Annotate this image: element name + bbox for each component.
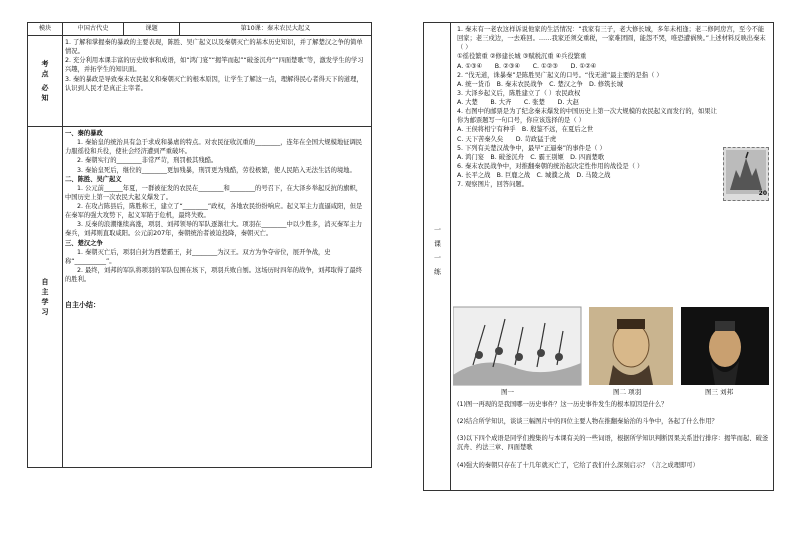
sub-question: (3)以下四个成语是同学们搜集的与本课有关的一些词语，根据所学知识判断因果关系进行排序：揭竿而起、破釜沉舟、约法三章、四面楚歌	[457, 435, 769, 452]
fill-blank-item: 1. 秦朝灭亡后，项羽自封为西楚霸王，封________为汉王。双方为争夺帝位，展开争战，史称“__________”。	[65, 248, 331, 265]
section-heading: 二、陈胜、吴广起义	[65, 175, 122, 183]
fill-blank-item: 2. 最终，刘邦的军队将项羽的军队包围在垓下，项羽兵败自刎。这场历时四年的战争，刘邦取得了最终的胜利。	[65, 266, 363, 283]
question-options: A. 大楚 B. 大齐 C. 张楚 D. 大赵	[457, 99, 579, 106]
objectives-list	[65, 38, 367, 93]
practice-sidebar: 一 课 一 练	[423, 22, 451, 491]
self-study-section	[28, 127, 371, 467]
topic-label: 课题	[124, 23, 180, 35]
commemorative-stamp	[723, 147, 769, 201]
page-header	[28, 23, 371, 36]
question: 4. 右图中的邮票是为了纪念秦末爆发的中国历史上第一次大规模的农民起义而发行的，如果让你为邮票题写一句口号，你应该选择的是（ ）	[457, 108, 717, 125]
section-heading: 一、秦的暴政	[65, 130, 103, 137]
subject-label: 模块	[28, 23, 63, 35]
figure-caption: 图二 项羽	[613, 388, 642, 396]
objective-item: 1. 了解和掌握秦的暴政的主要表现，陈胜、吴广起义以及秦朝灭亡的基本历史知识，并了解楚汉之争的简单情况。	[65, 39, 363, 56]
uprising-scene-figure	[453, 307, 581, 385]
fill-blank-item: 3. 反秦的浪潮继续高涨，项羽、刘邦领导的军队逐渐壮大。项羽在________中以少胜多，消灭秦军主力秦兵，刘邦则直取咸阳。公元前207年，秦朝统治者被迫投降，秦朝灭亡。	[65, 221, 363, 238]
question: 5. 下列有关楚汉战争中，最早“正逼秦”的事件是（ ）	[457, 144, 606, 152]
figures-illustration	[453, 305, 771, 387]
liu-bang-figure	[681, 307, 769, 385]
question-options: A. 统一货币 B. 秦末农民战争 C. 楚汉之争 D. 修筑长城	[457, 80, 624, 88]
question: 6. 秦末农民战争中，对推翻秦朝的统治起决定性作用的战役是（ ）	[457, 162, 644, 170]
question: 2. “伐无道，诛暴秦”是陈胜吴广起义的口号。“伐无道”最主要的是指（ ）	[457, 71, 663, 79]
self-study-label: 自 主 学 习	[28, 127, 63, 467]
subject-value: 中国古代史	[63, 23, 124, 35]
question-options: A. 长平之战 B. 巨鹿之战 C. 城濮之战 D. 马陵之战	[457, 172, 611, 179]
objective-item: 2. 充分利用本课丰富的历史故事和成语，如“鸿门宴”“揭竿而起”“破釜沉舟”“四面楚歌”等，激发学生的学习兴趣，并拓学生的知识面。	[65, 57, 364, 74]
sub-question: (4)强大的秦朝只存在了十几年就灭亡了，它给了我们什么深刻启示？（言之成理即可）	[457, 461, 699, 469]
sub-question: (1)图一再现的是我国哪一历史事件？这一历史事件发生的根本原因是什么？	[457, 401, 668, 408]
study-guide-page	[27, 22, 372, 468]
figure-caption: 图一	[501, 388, 514, 396]
fill-blank-item: 1. 秦始皇的统治具有急于求成和暴虐的特点。对农民征收沉重的________，连年在全国大规模地征调民力服徭役和兵役，使社会经济遭到严重破坏。	[65, 139, 363, 156]
figure-questions	[457, 400, 769, 470]
question-options: C. 天下苦秦久矣 D. 苛政猛于虎	[457, 135, 557, 143]
objective-item: 3. 秦的暴政是导致秦末农民起义和秦朝灭亡的根本原因，让学生了解这一点，理解得民心者得天下的道理，认识到人民才是真正主宰者。	[65, 75, 363, 92]
objectives-label: 考 点 必 知	[28, 36, 63, 126]
stamp-illustration	[726, 150, 766, 194]
fill-blank-item: 2. 秦朝实行的________非常严苛，刑罚极其残酷。	[77, 157, 218, 165]
fill-blank-item: 3. 秦始皇死后，继位的________更加残暴，刑罚更为残酷，劳役极繁，使人民陷入无法生活的境地。	[77, 166, 356, 174]
question-options: A. ①③④ B. ②③④ C. ①②③ D. ①②④	[457, 62, 597, 70]
question-options: A. 王侯将相宁有种乎 B. 殷鉴不远，在夏后之世	[457, 126, 594, 134]
learning-objectives	[28, 36, 371, 127]
stamp-value: 20	[758, 190, 767, 198]
question: 7. 观察图片，回答问题。	[457, 181, 528, 189]
lesson-title: 第10课：秦末农民大起义	[240, 24, 311, 32]
question-options: ①徭役繁重 ②修建长城 ③赋税沉重 ④兵役繁重	[457, 53, 587, 61]
question: 1. 秦末有一老农这样诉说他家的生活情况：“我家有三子，老大修长城，多年未相逢；老二修阿房宫，至今不能回家；老三戍边，一去难回。……我家还须交重税，一家难团圆，能怨不哭，唯恐遭祸殃。”上述材料反映出秦末（ ）	[457, 26, 766, 52]
question-options: A. 鸿门宴 B. 破釜沉舟 C. 霸王别姬 D. 四面楚歌	[457, 153, 605, 161]
figure-caption: 图三 刘邦	[705, 388, 734, 396]
fill-blank-item: 2. 在攻占陈县后，陈胜称王，建立了“________”政权，各地农民纷纷响应。起义军主力直逼咸阳，但是在秦军的强大攻势下，起义军陷于危机，最终失败。	[65, 203, 363, 220]
xiang-yu-figure	[589, 307, 673, 385]
fill-blank-item: 1. 公元前______年夏，一群被征发的农民在________和________的号召下，在大泽乡举起反抗的旗帜，中国历史上第一次农民大起义爆发了。	[65, 184, 363, 201]
section-heading: 三、楚汉之争	[65, 239, 103, 247]
self-study-content	[65, 129, 367, 310]
question: 3. 大泽乡起义后，陈胜建立了（ ）农民政权	[457, 89, 581, 97]
practice-page	[450, 22, 774, 491]
figure-row	[453, 305, 771, 387]
self-summary-label: 自主小结：	[65, 301, 100, 310]
sub-question: (2)结合所学知识，谈谈三幅图片中的四位主要人物在推翻秦始治的斗争中，各起了什么作用？	[457, 418, 718, 426]
